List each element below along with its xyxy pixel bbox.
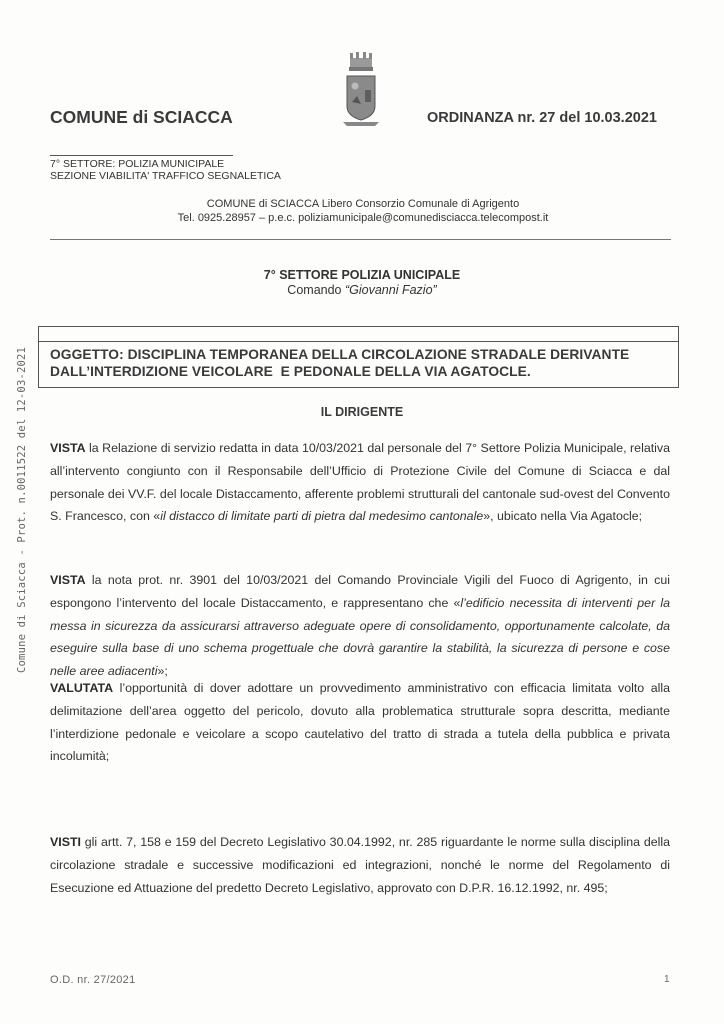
command-name: “Giovanni Fazio” xyxy=(344,283,437,297)
department-block xyxy=(50,158,281,182)
paragraph-lead: VISTA xyxy=(50,573,86,587)
footer-reference: O.D. nr. 27/2021 xyxy=(50,974,136,986)
protocol-stamp: Comune di Sciacca - Prot. n.0011522 del 12-03-2021 xyxy=(16,346,28,674)
paragraph-text: l’opportunità di dover adottare un provvedimento amministrativo con efficacia limitata volto alla delimitazione dell’area oggetto del pericolo, dovuto alla problematica strutturale sopra descritta, mediante l’interdizione pedonale e veicolare a scopo cautelativo del tratto di strada a tutela della pubblica e privata incolumità; xyxy=(50,681,670,764)
ordinanza-number: ORDINANZA nr. 27 del 10.03.2021 xyxy=(427,110,657,126)
subject-line: DALL’INTERDIZIONE VEICOLARE E PEDONALE DELLA VIA AGATOCLE. xyxy=(50,364,531,379)
paragraph-vista-relazione xyxy=(50,437,670,528)
paragraph-lead: VISTI xyxy=(50,835,81,849)
paragraph-valutata xyxy=(50,677,670,768)
paragraph-vista-nota xyxy=(50,569,670,683)
header-divider xyxy=(50,239,671,240)
subject-box-rule xyxy=(38,341,679,342)
contact-pec: Tel. 0925.28957 – p.e.c. poliziamunicipale@comunedisciacca.telecompost.it xyxy=(177,212,549,224)
command-name-line xyxy=(0,283,724,298)
page-number: 1 xyxy=(664,974,670,985)
subject xyxy=(50,346,629,380)
section-line: SEZIONE VIABILITA' TRAFFICO SEGNALETICA xyxy=(50,170,281,182)
command-prefix: Comando xyxy=(287,283,345,297)
paragraph-text: la Relazione di servizio redatta in data 10/03/2021 dal personale del 7° Settore Polizia Municipale, relativa all’intervento congiunto con il Responsabile dell’Ufficio di Protezione Civile del Comune di Sciacca e dal personale dei VV.F. del locale Distaccamento, afferente problemi strutturali del cantonale sud-ovest del Convento S. Francesco, con « xyxy=(50,441,670,524)
department-line: 7° SETTORE: POLIZIA MUNICIPALE xyxy=(50,158,225,170)
paragraph-visti xyxy=(50,831,670,899)
coat-of-arms-crest xyxy=(343,50,379,128)
comune-title: COMUNE di SCIACCA xyxy=(50,107,233,127)
paragraph-text: », ubicato nella Via Agatocle; xyxy=(483,509,643,524)
contact-line: COMUNE di SCIACCA Libero Consorzio Comunale di Agrigento xyxy=(206,198,520,210)
paragraph-text: »; xyxy=(157,664,168,679)
command-title: 7° SETTORE POLIZIA UNICIPALE xyxy=(263,268,461,282)
contact-block xyxy=(0,197,724,225)
subject-line: OGGETTO: DISCIPLINA TEMPORANEA DELLA CIRCOLAZIONE STRADALE DERIVANTE xyxy=(50,347,630,362)
paragraph-text: la nota prot. nr. 3901 del 10/03/2021 del Comando Provinciale Vigili del Fuoco di Agrigento, in cui espongono l’intervento del locale Distaccamento, e rappresentano che « xyxy=(50,573,670,610)
paragraph-lead: VALUTATA xyxy=(50,681,114,695)
paragraph-text: gli artt. 7, 158 e 159 del Decreto Legislativo 30.04.1992, nr. 285 riguardante le norme sulla disciplina della circolazione stradale e successive modificazioni ed integrazioni, nonché le norme del Regolamento di Esecuzione ed Attuazione del predetto Decreto Legislativo, approvato con D.P.R. 16.12.1992, nr. 495; xyxy=(50,835,670,895)
paragraph-quote: il distacco di limitate parti di pietra dal medesimo cantonale xyxy=(160,509,484,524)
paragraph-quote: l’edificio necessita di interventi per la messa in sicurezza da assicurarsi attraverso adeguate opere di consolidamento, opportunamente calcolate, da eseguire sulla base di uno schema progettuale che dovrà garantire la stabilità, la sicurezza di persone e cose nelle aree adiacenti xyxy=(50,595,670,679)
command-block xyxy=(0,268,724,298)
paragraph-lead: VISTA xyxy=(50,441,86,455)
department-divider xyxy=(50,155,233,156)
dirigente-heading: IL DIRIGENTE xyxy=(320,405,404,419)
